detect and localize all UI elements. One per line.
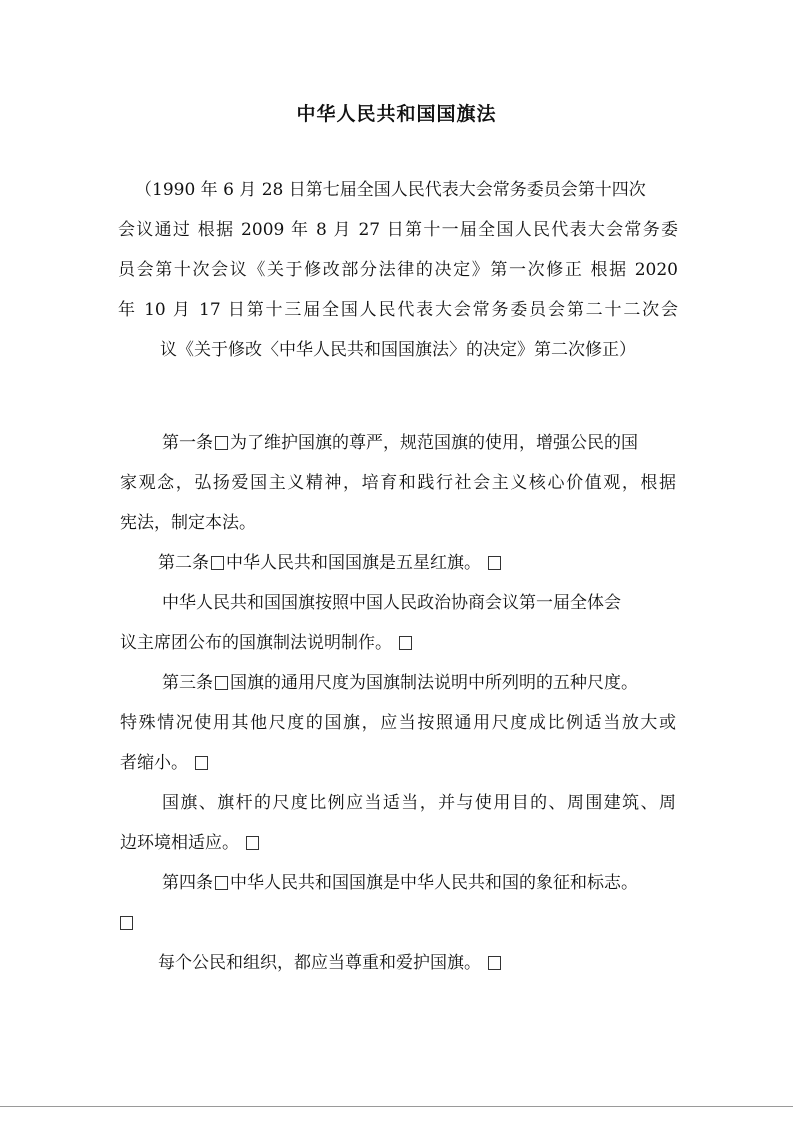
- article-3: [120, 669, 676, 789]
- preamble-line: （1990 年 6 月 28 日第七届全国人民代表大会常务委员会第十四次: [135, 180, 646, 200]
- placeholder-box-icon: [488, 956, 501, 970]
- preamble-line: 议《关于修改〈中华人民共和国国旗法〉的决定》第二次修正）: [160, 340, 636, 360]
- article-text: 国旗、旗杆的尺度比例应当适当，并与使用目的、周围建筑、周: [162, 793, 676, 813]
- article-text: 每个公民和组织，都应当尊重和爱护国旗。: [158, 953, 481, 973]
- article-text: 家观念，弘扬爱国主义精神，培育和践行社会主义核心价值观，根据: [120, 473, 676, 493]
- article-text: 中华人民共和国国旗按照中国人民政治协商会议第一届全体会: [162, 593, 621, 613]
- placeholder-box-icon: [215, 676, 228, 690]
- preamble-line: 员会第十次会议《关于修改部分法律的决定》第一次修正 根据 2020: [118, 260, 678, 280]
- article-4: [120, 869, 676, 949]
- placeholder-box-icon: [215, 876, 228, 890]
- page-bottom-rule: [0, 1106, 793, 1107]
- article-text: 者缩小。: [120, 753, 188, 773]
- document-title: 中华人民共和国国旗法: [296, 103, 497, 125]
- article-text: 特殊情况使用其他尺度的国旗，应当按照通用尺度成比例适当放大或: [120, 713, 676, 733]
- article-text: 为了维护国旗的尊严，规范国旗的使用，增强公民的国: [230, 433, 638, 453]
- article-2: [120, 549, 676, 589]
- placeholder-box-icon: [195, 756, 208, 770]
- preamble-line: 年 10 月 17 日第十三届全国人民代表大会常务委员会第二十二次会: [118, 300, 678, 320]
- article-text: 中华人民共和国国旗是中华人民共和国的象征和标志。: [230, 873, 638, 893]
- placeholder-box-icon: [488, 556, 501, 570]
- document-body: [120, 429, 676, 989]
- placeholder-box-icon: [215, 436, 228, 450]
- article-text: 宪法，制定本法。: [120, 513, 256, 533]
- article-3-paragraph: [120, 789, 676, 869]
- preamble: [118, 176, 678, 376]
- placeholder-box-icon: [246, 836, 259, 850]
- article-1: [120, 429, 676, 549]
- article-label: 第三条: [162, 673, 213, 693]
- preamble-line: 会议通过 根据 2009 年 8 月 27 日第十一届全国人民代表大会常务委: [118, 220, 678, 240]
- article-label: 第二条: [158, 553, 209, 573]
- article-label: 第一条: [162, 433, 213, 453]
- article-text: 边环境相适应。: [120, 833, 239, 853]
- article-text: 中华人民共和国国旗是五星红旗。: [226, 553, 481, 573]
- placeholder-box-icon: [399, 636, 412, 650]
- placeholder-box-icon: [120, 916, 133, 930]
- article-4-paragraph: [120, 949, 676, 989]
- article-2-paragraph: [120, 589, 676, 669]
- placeholder-box-icon: [211, 556, 224, 570]
- article-text: 议主席团公布的国旗制法说明制作。: [120, 633, 392, 653]
- article-label: 第四条: [162, 873, 213, 893]
- article-text: 国旗的通用尺度为国旗制法说明中所列明的五种尺度。: [230, 673, 638, 693]
